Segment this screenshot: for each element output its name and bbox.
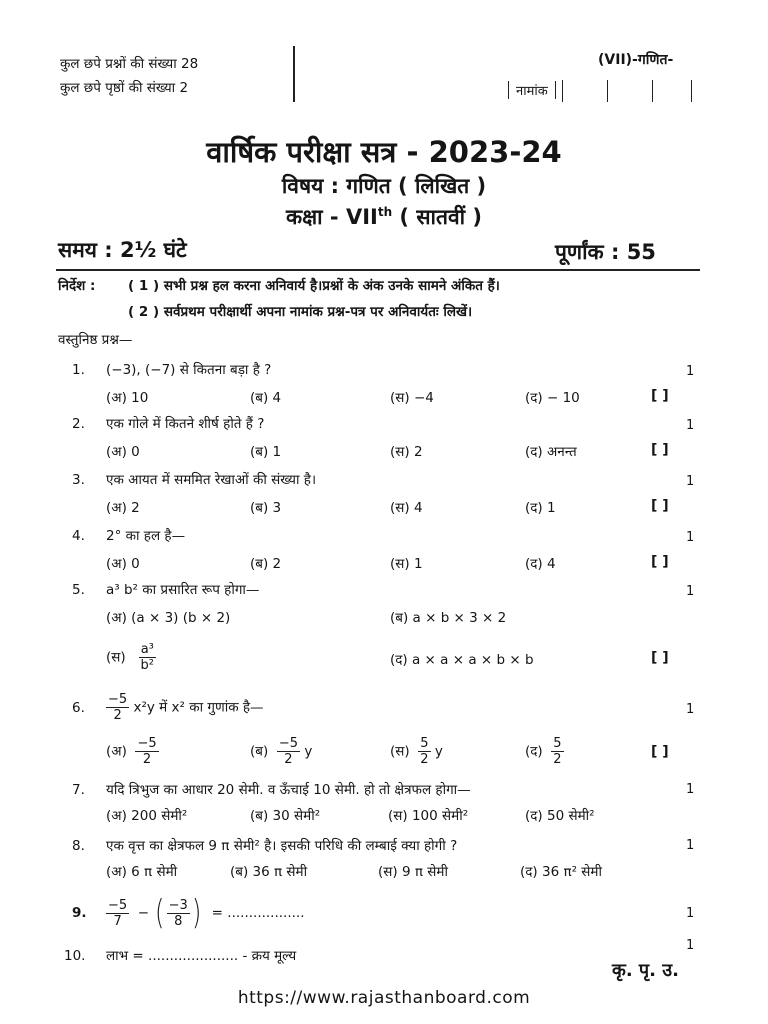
exam-title: वार्षिक परीक्षा सत्र - 2023-24 [206, 135, 562, 169]
minus-sign: − [137, 905, 150, 921]
question-tail: = .................. [211, 905, 305, 921]
roll-digit-box [607, 80, 646, 102]
option-d: (द) − 10 [525, 390, 580, 406]
option-d: (द) 4 [525, 556, 556, 572]
option-d: (द) 1 [525, 500, 556, 516]
option-a: (अ) 2 [106, 500, 140, 516]
option-d: (द) अनन्त [525, 444, 577, 460]
exam-subject: विषय : गणित ( लिखित ) [281, 174, 487, 198]
fraction [277, 736, 300, 767]
option-c: (स) 100 सेमी² [388, 808, 469, 824]
question-text: 2° का हल है— [106, 528, 186, 544]
option-label: (स) [106, 649, 126, 666]
question-marks: 1 [686, 530, 695, 545]
right-paren-icon: ) [191, 893, 202, 933]
question-number: 1. [72, 362, 85, 378]
fraction [167, 898, 190, 929]
fraction [551, 736, 563, 767]
option-b: (ब) 30 सेमी² [250, 808, 321, 824]
total-pages: कुल छपे पृष्ठों की संख्या 2 [60, 80, 189, 96]
roll-label: नामांक [508, 81, 556, 99]
question-8 [72, 836, 457, 854]
left-paren-icon: ( [155, 893, 165, 933]
option-d: (द) a × a × a × b × b [390, 652, 534, 668]
exam-time: समय : 2½ घंटे [58, 238, 187, 262]
question-number: 10. [64, 948, 86, 964]
question-text: x²y में x² का गुणांक है— [133, 699, 264, 716]
question-text: लाभ = ..................... - क्रय मूल्य [106, 948, 297, 964]
max-marks: पूर्णांक : 55 [555, 240, 656, 264]
option-a: (अ) 6 π सेमी [106, 864, 178, 880]
question-number: 5. [72, 582, 85, 598]
numerator: −3 [168, 897, 188, 913]
numerator: −5 [137, 736, 157, 751]
option-b: (ब) 2 [250, 556, 282, 572]
option-label: (द) [525, 743, 543, 760]
header-divider [293, 46, 295, 102]
answer-bracket: [ ] [651, 650, 669, 666]
option-c: (स) 9 π सेमी [378, 864, 448, 880]
roll-digit-box [652, 80, 692, 102]
footer-url[interactable]: https://www.rajasthanboard.com [237, 988, 531, 1008]
question-text: यदि त्रिभुज का आधार 20 सेमी. व ऊँचाई 10 सेमी. हो तो क्षेत्रफल होगा— [106, 782, 471, 798]
instructions-label: निर्देश : [58, 278, 96, 294]
question-number: 8. [72, 838, 85, 854]
question-marks: 1 [686, 364, 695, 379]
question-marks: 1 [686, 906, 695, 921]
option-b: (ब) 3 [250, 500, 282, 516]
question-number: 4. [72, 528, 85, 544]
question-number: 9. [72, 905, 87, 921]
option-c: (स) 2 [390, 444, 423, 460]
option-b: (ब) a × b × 3 × 2 [390, 610, 507, 626]
numerator: a³ [140, 642, 154, 657]
option-b: (ब) 36 π सेमी [230, 864, 308, 880]
exam-class [0, 203, 768, 231]
numerator: 5 [420, 736, 429, 751]
option-c: (स) −4 [390, 390, 434, 406]
question-9 [72, 893, 305, 933]
question-number: 7. [72, 782, 85, 798]
numerator: −5 [278, 736, 299, 751]
option-suffix: y [304, 743, 313, 760]
page-turn-note: कृ. पृ. उ. [612, 960, 679, 981]
option-a: (अ) 0 [106, 556, 140, 572]
question-marks: 1 [686, 782, 695, 797]
question-3 [72, 470, 316, 488]
question-2 [72, 414, 264, 432]
class-suffix: ( सातवीं ) [392, 205, 482, 229]
fraction [135, 736, 158, 767]
numerator: −5 [108, 692, 128, 707]
option-d [525, 736, 564, 767]
question-4 [72, 526, 185, 544]
header-info [60, 52, 198, 100]
roll-number-box [508, 80, 692, 102]
fraction [139, 642, 156, 673]
fraction [106, 898, 129, 929]
numerator: 5 [553, 736, 562, 751]
question-7 [72, 780, 471, 798]
option-a: (अ) (a × 3) (b × 2) [106, 610, 231, 626]
instruction-2: ( 2 ) सर्वप्रथम परीक्षार्थी अपना नामांक प्रश्न-पत्र पर अनिवार्यतः लिखें। [128, 304, 473, 320]
option-a: (अ) 200 सेमी² [106, 808, 188, 824]
question-marks: 1 [686, 702, 695, 717]
option-a: (अ) 0 [106, 444, 140, 460]
option-b [250, 736, 312, 767]
question-marks: 1 [686, 418, 695, 433]
question-number: 6. [72, 699, 85, 716]
denominator: 2 [553, 752, 562, 767]
denominator: b² [140, 658, 155, 673]
question-marks: 1 [686, 584, 695, 599]
question-5 [72, 580, 259, 598]
question-text: a³ b² का प्रसारित रूप होगा— [106, 582, 260, 598]
option-c: (स) 1 [390, 556, 423, 572]
roll-digit-box [562, 80, 601, 102]
denominator: 2 [284, 752, 293, 767]
answer-bracket: [ ] [651, 388, 669, 404]
option-b: (ब) 4 [250, 390, 282, 406]
option-label: (स) [390, 743, 410, 760]
fraction [106, 692, 129, 723]
numerator: −5 [108, 897, 128, 913]
answer-bracket: [ ] [651, 442, 669, 458]
class-subject-tag: (VII)-गणित- [598, 52, 674, 68]
question-text: एक आयत में सममित रेखाओं की संख्या है। [106, 472, 317, 488]
answer-bracket: [ ] [651, 744, 669, 760]
question-10 [64, 946, 296, 964]
option-c: (स) 4 [390, 500, 423, 516]
option-c [106, 642, 156, 673]
answer-bracket: [ ] [651, 498, 669, 514]
denominator: 2 [142, 752, 152, 767]
option-d: (द) 36 π² सेमी [520, 864, 602, 880]
question-marks: 1 [686, 474, 695, 489]
option-a [106, 736, 159, 767]
total-questions: कुल छपे प्रश्नों की संख्या 28 [60, 56, 199, 72]
denominator: 7 [113, 913, 122, 929]
section-title: वस्तुनिष्ठ प्रश्न— [58, 332, 133, 348]
class-prefix: कक्षा - VII [286, 205, 378, 229]
header-rule [56, 269, 700, 271]
question-text: (−3), (−7) से कितना बड़ा है ? [106, 362, 272, 378]
answer-bracket: [ ] [651, 554, 669, 570]
option-d: (द) 50 सेमी² [525, 808, 595, 824]
option-c [390, 736, 443, 767]
question-marks: 1 [686, 838, 695, 853]
denominator: 8 [174, 913, 183, 929]
option-label: (अ) [106, 743, 127, 760]
denominator: 2 [113, 708, 122, 723]
class-sup: th [377, 205, 393, 219]
question-6 [72, 692, 264, 723]
option-suffix: y [434, 743, 443, 760]
question-marks: 1 [686, 938, 695, 953]
option-label: (ब) [250, 743, 269, 760]
option-b: (ब) 1 [250, 444, 282, 460]
denominator: 2 [420, 752, 429, 767]
question-number: 3. [72, 472, 85, 488]
question-text: एक गोले में कितने शीर्ष होते हैं ? [106, 416, 265, 432]
question-1 [72, 360, 271, 378]
fraction [418, 736, 430, 767]
question-text: एक वृत्त का क्षेत्रफल 9 π सेमी² है। इसकी परिधि की लम्बाई क्या होगी ? [106, 838, 458, 854]
instruction-1: ( 1 ) सभी प्रश्न हल करना अनिवार्य है।प्रश्नों के अंक उनके सामने अंकित हैं। [128, 278, 500, 294]
option-a: (अ) 10 [106, 390, 149, 406]
question-number: 2. [72, 416, 85, 432]
